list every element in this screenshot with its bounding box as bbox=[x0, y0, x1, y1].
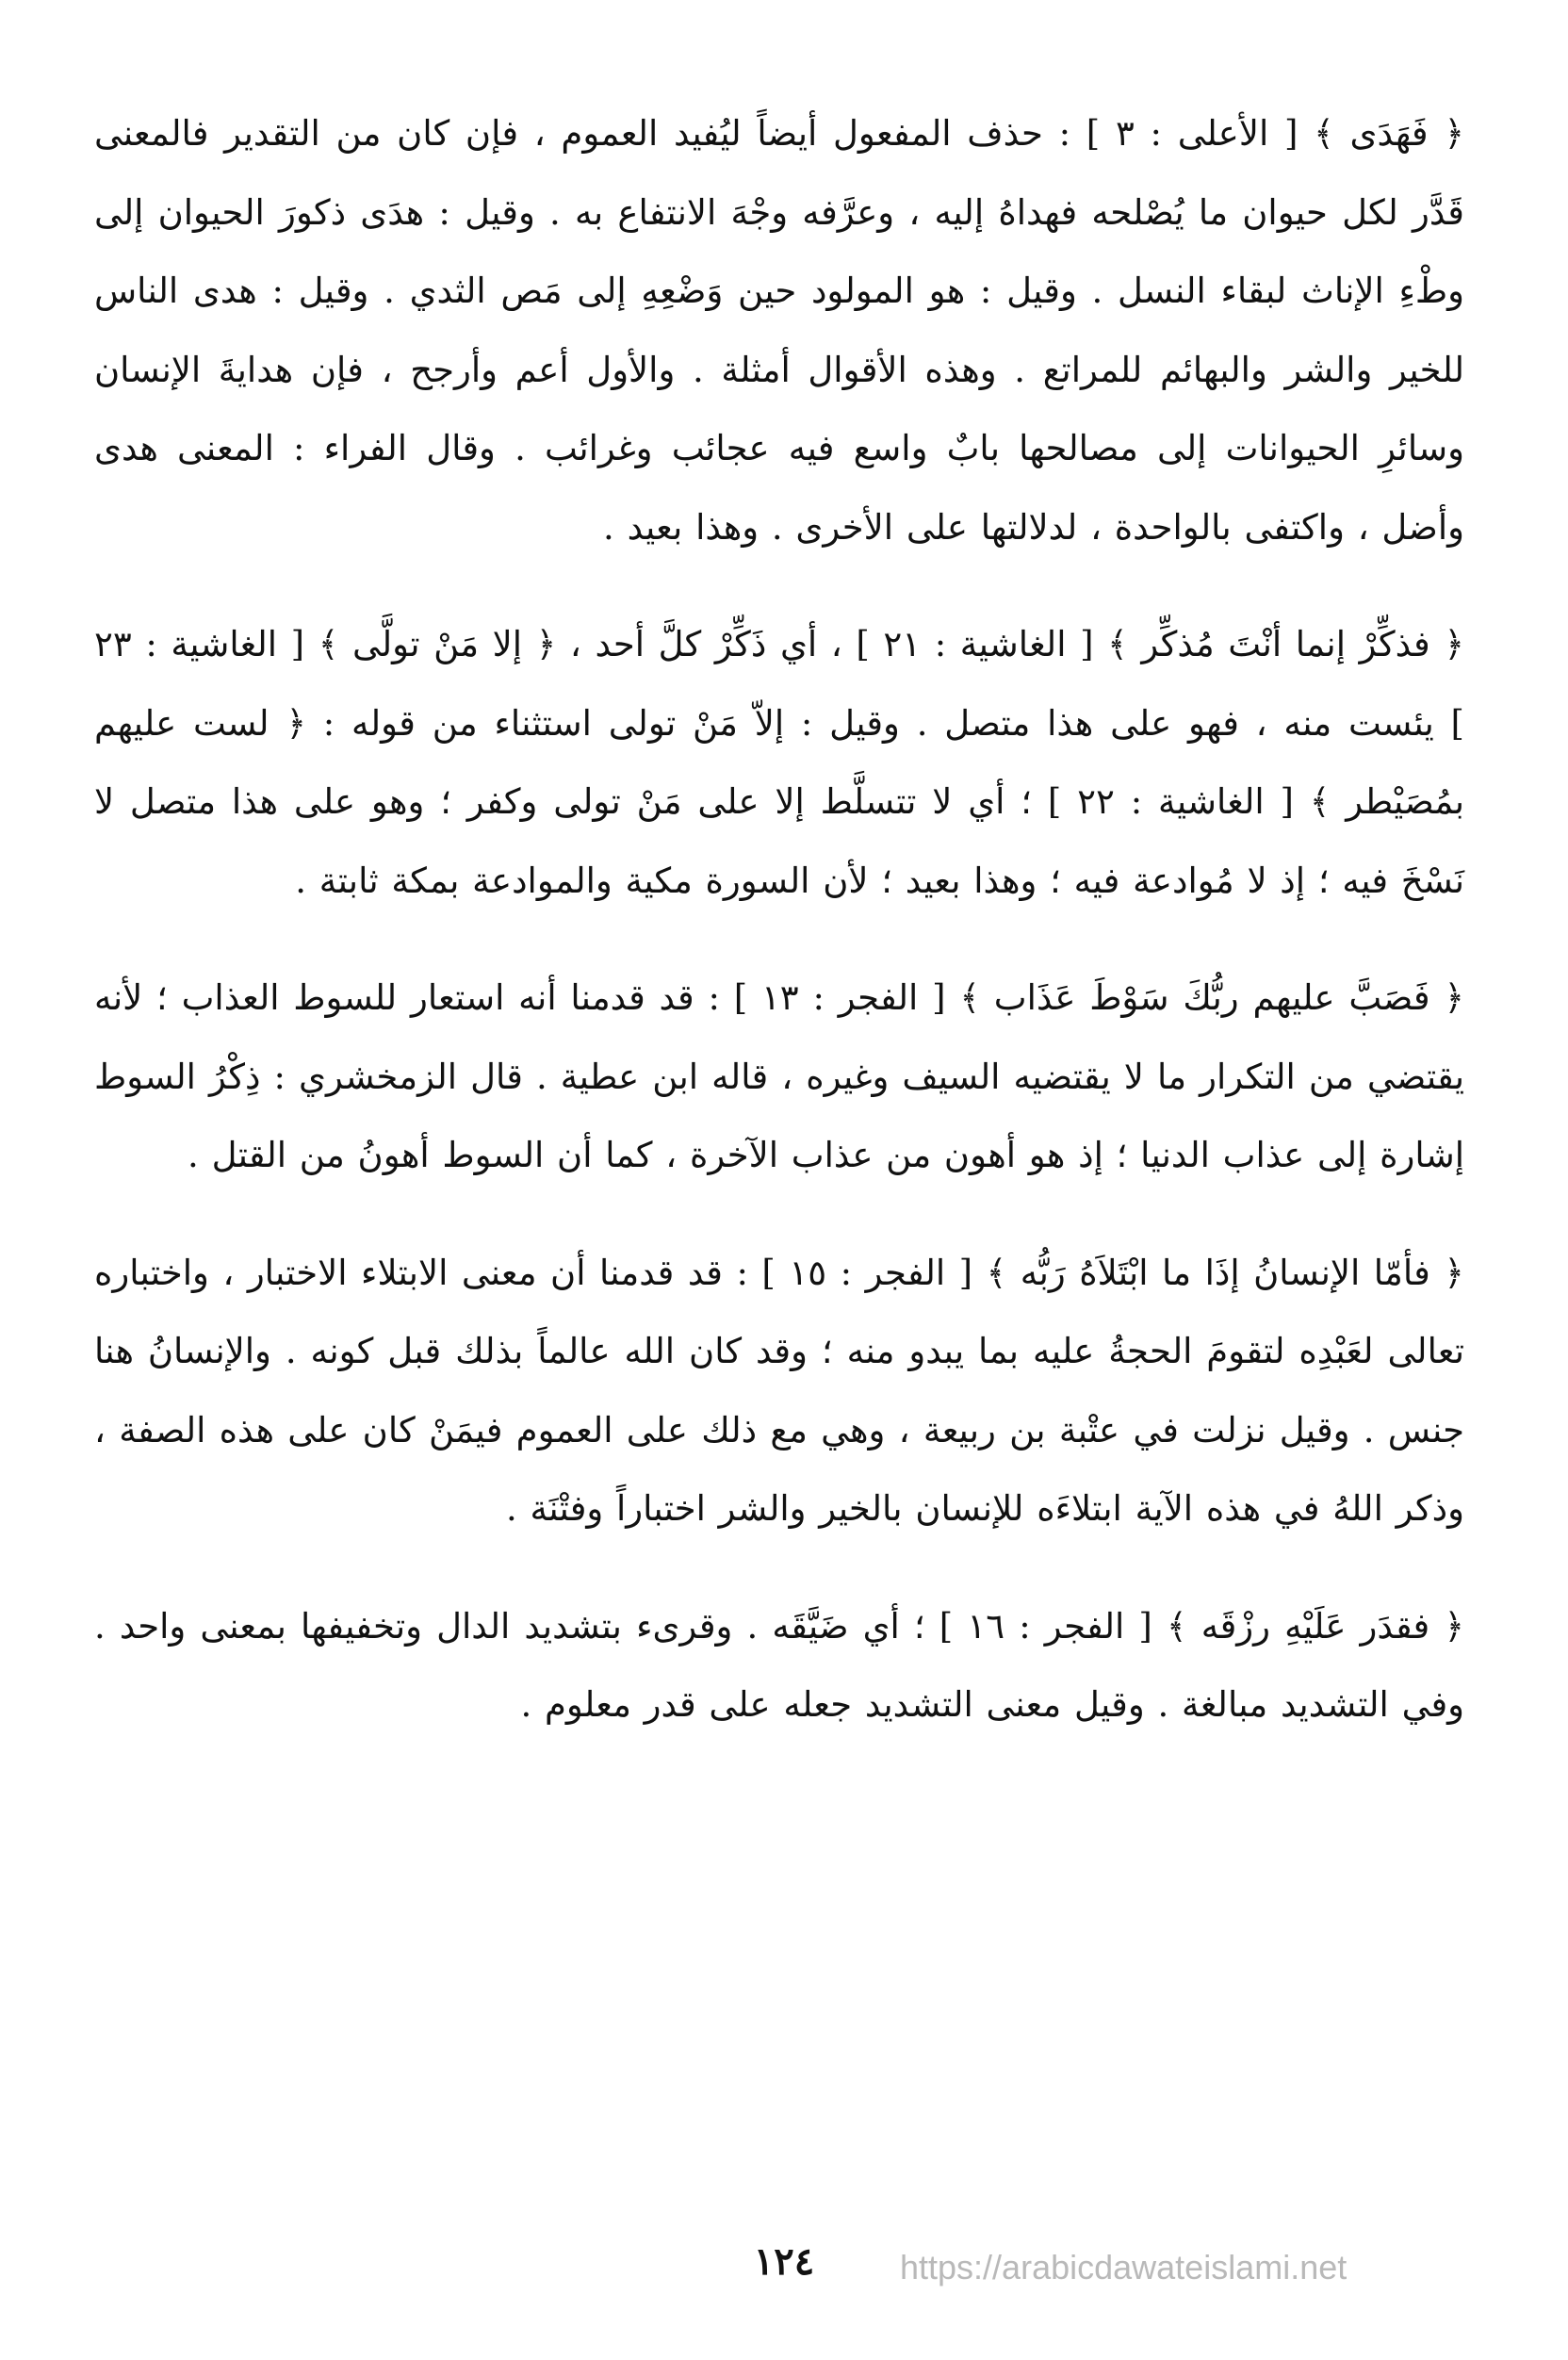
page-body bbox=[94, 94, 1464, 1783]
page-number: ١٢٤ bbox=[753, 2239, 815, 2284]
paragraph: ﴿ فأمّا الإنسانُ إذَا ما ابْتَلاَهُ رَبُّه ﴾ [ الفجر : ١٥ ] : قد قدمنا أن معنى الابتلاء الاختبار ، واختباره تعالى لعَبْدِه لتقومَ الحجةُ عليه بما يبدو منه ؛ وقد كان الله عالماً بذلك قبل كونه . والإنسانُ هنا جنس . وقيل نزلت في عتْبة بن ربيعة ، وهي مع ذلك على العموم فيمَنْ كان على هذه الصفة ، وذكر اللهُ في هذه الآية ابتلاءَه للإنسان بالخير والشر اختباراً وفتْنَة . bbox=[94, 1252, 1464, 1529]
watermark-url: https://arabicdawateislami.net bbox=[900, 2248, 1348, 2286]
paragraph: ﴿ فَصَبَّ عليهم ربُّكَ سَوْطَ عَذَاب ﴾ [ الفجر : ١٣ ] : قد قدمنا أنه استعار للسوط العذاب ؛ لأنه يقتضي من التكرار ما لا يقتضيه السيف وغيره ، قاله ابن عطية . قال الزمخشري : ذِكْرُ السوط إشارة إلى عذاب الدنيا ؛ إذ هو أهون من عذاب الآخرة ، كما أن السوط أهونُ من القتل . bbox=[94, 977, 1464, 1175]
paragraph: ﴿ فَهَدَى ﴾ [ الأعلى : ٣ ] : حذف المفعول أيضاً ليُفيد العموم ، فإن كان من التقدير فالمعنى قَدَّر لكل حيوان ما يُصْلحه فهداهُ إليه ، وعرَّفه وجْهَ الانتفاع به . وقيل : هدَى ذكورَ الحيوان إلى وطْءِ الإناث لبقاء النسل . وقيل : هو المولود حين وَضْعِهِ إلى مَص الثدي . وقيل : هدى الناس للخير والشر والبهائم للمراتع . وهذه الأقوال أمثلة . والأول أعم وأرجح ، فإن هدايةَ الإنسان وسائرِ الحيوانات إلى مصالحها بابٌ واسع فيه عجائب وغرائب . وقال الفراء : المعنى هدى وأضل ، واكتفى بالواحدة ، لدلالتها على الأخرى . وهذا بعيد . bbox=[94, 113, 1464, 548]
paragraph: ﴿ فقدَر عَلَيْهِ رزْقَه ﴾ [ الفجر : ١٦ ] ؛ أي ضَيَّقَه . وقرىء بتشديد الدال وتخفيفها بمعنى واحد . وفي التشديد مبالغة . وقيل معنى التشديد جعله على قدر معلوم . bbox=[94, 1605, 1465, 1725]
paragraph: ﴿ فذكِّرْ إنما أنْتَ مُذكِّر ﴾ [ الغاشية : ٢١ ] ، أي ذَكِّرْ كلَّ أحد ، ﴿ إلا مَنْ تولَّى ﴾ [ الغاشية : ٢٣ ] يئست منه ، فهو على هذا متصل . وقيل : إلاّ مَنْ تولى استثناء من قوله : ﴿ لست عليهم بمُصَيْطر ﴾ [ الغاشية : ٢٢ ] ؛ أي لا تتسلَّط إلا على مَنْ تولى وكفر ؛ وهو على هذا متصل لا نَسْخَ فيه ؛ إذ لا مُوادعة فيه ؛ وهذا بعيد ؛ لأن السورة مكية والموادعة بمكة ثابتة . bbox=[94, 624, 1464, 901]
